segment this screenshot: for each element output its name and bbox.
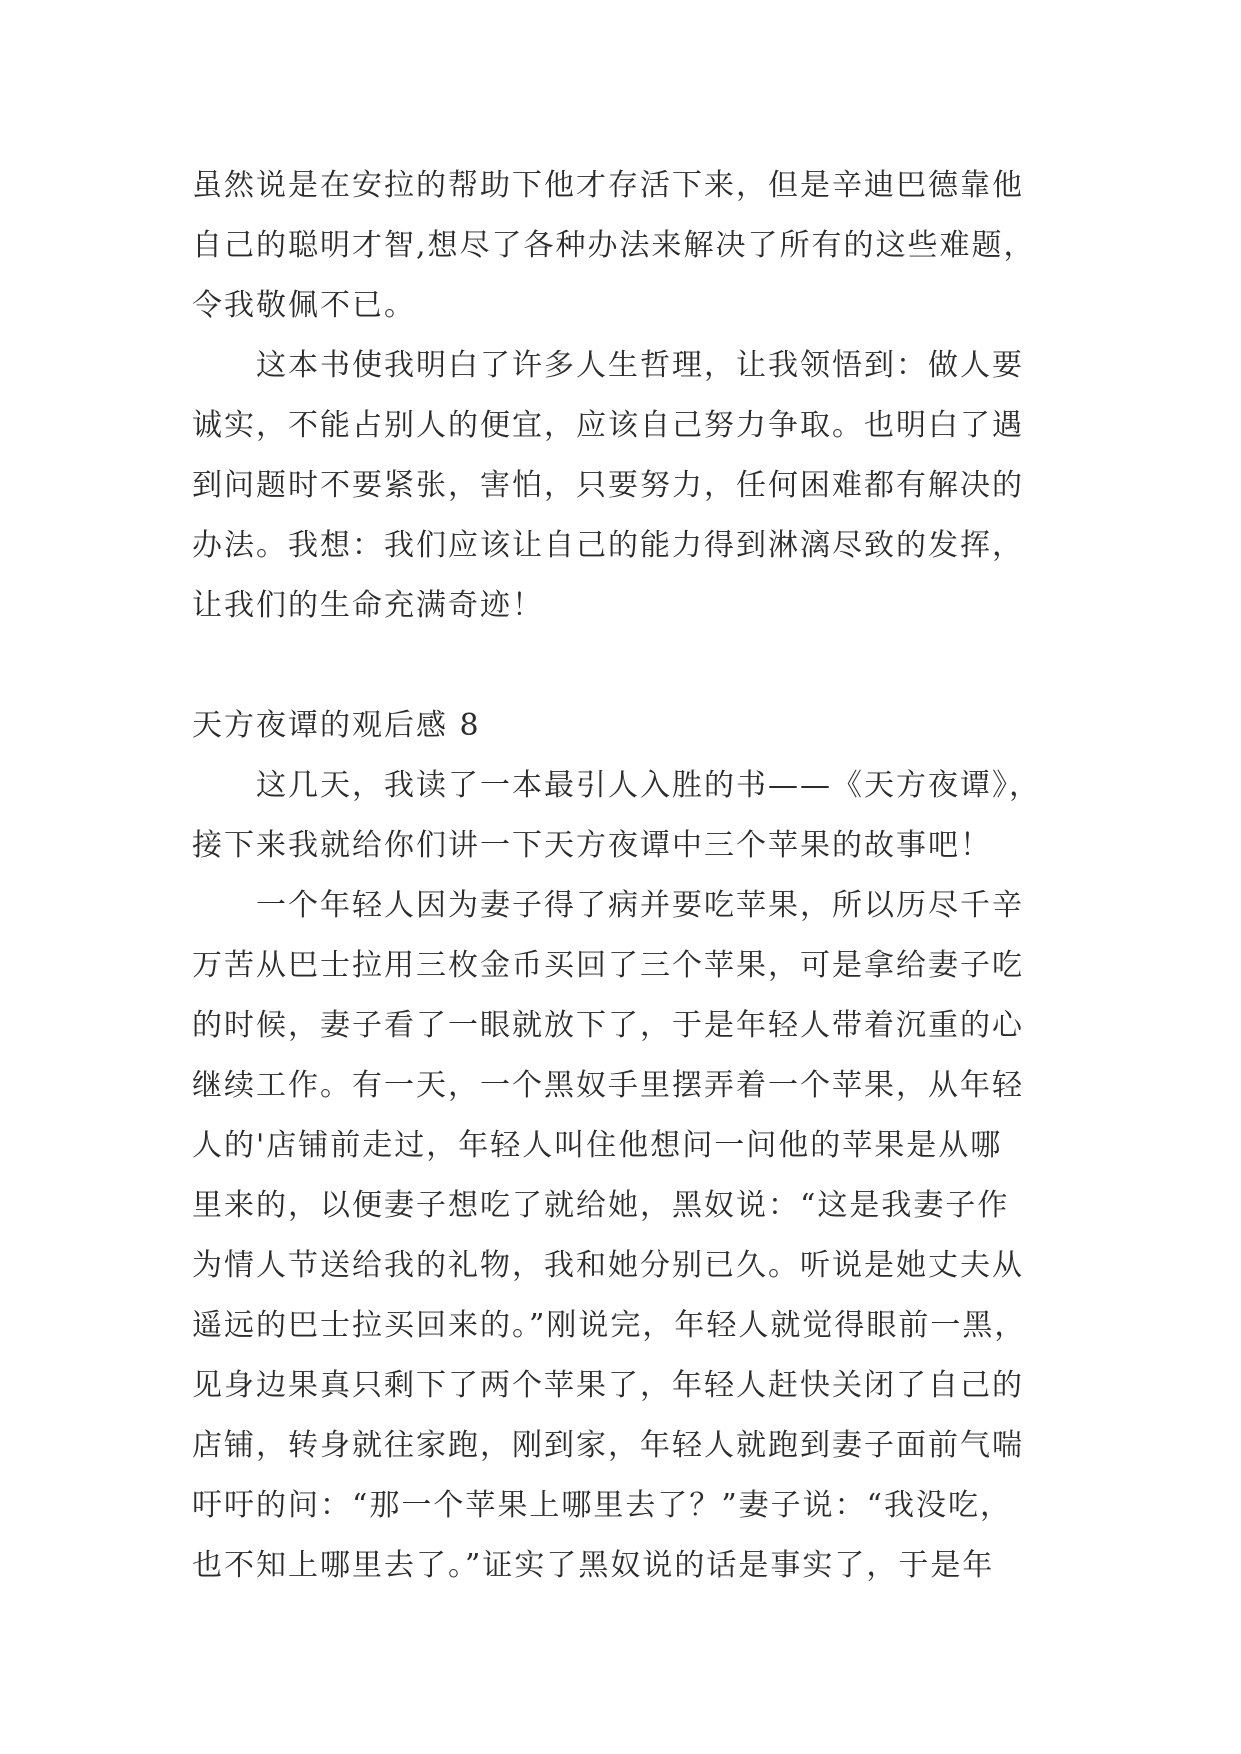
text-line: 为情人节送给我的礼物，我和她分别已久。听说是她丈夫从 — [192, 1248, 1024, 1283]
text-line: 这本书使我明白了许多人生哲理，让我领悟到：做人要 — [192, 348, 1024, 383]
text-line: 里来的，以便妻子想吃了就给她，黑奴说：“这是我妻子作 — [192, 1188, 1010, 1223]
text-line: 办法。我想：我们应该让自己的能力得到淋漓尽致的发挥， — [192, 528, 1024, 563]
text-line: 也不知上哪里去了。”证实了黑奴说的话是事实了，于是年 — [192, 1548, 995, 1583]
paragraph-block-top — [192, 156, 1092, 636]
text-line: 遥远的巴士拉买回来的。”刚说完，年轻人就觉得眼前一黑， — [192, 1308, 1027, 1343]
text-line: 令我敬佩不已。 — [192, 288, 416, 323]
text-line: 继续工作。有一天，一个黑奴手里摆弄着一个苹果，从年轻 — [192, 1068, 1024, 1103]
text-line: 接下来我就给你们讲一下天方夜谭中三个苹果的故事吧！ — [192, 828, 992, 863]
text-line: 到问题时不要紧张，害怕，只要努力，任何困难都有解决的 — [192, 468, 1024, 503]
text-line: 让我们的生命充满奇迹！ — [192, 588, 544, 623]
text-line: 人的'店铺前走过，年轻人叫住他想问一问他的苹果是从哪 — [192, 1128, 1003, 1163]
section-block — [192, 696, 1092, 1596]
text-line: 吁吁的问：“那一个苹果上哪里去了？”妻子说：“我没吃， — [192, 1488, 1013, 1523]
text-line: 自己的聪明才智,想尽了各种办法来解决了所有的这些难题， — [192, 228, 1036, 263]
text-line: 店铺，转身就往家跑，刚到家，年轻人就跑到妻子面前气喘 — [192, 1428, 1024, 1463]
text-line: 见身边果真只剩下了两个苹果了，年轻人赶快关闭了自己的 — [192, 1368, 1024, 1403]
text-line: 的时候，妻子看了一眼就放下了，于是年轻人带着沉重的心 — [192, 1008, 1024, 1043]
section-title: 天方夜谭的观后感 8 — [192, 708, 481, 743]
text-line: 虽然说是在安拉的帮助下他才存活下来，但是辛迪巴德靠他 — [192, 168, 1024, 203]
text-line: 诚实，不能占别人的便宜，应该自己努力争取。也明白了遇 — [192, 408, 1024, 443]
text-line: 这几天，我读了一本最引人入胜的书——《天方夜谭》， — [192, 768, 1041, 803]
text-line: 万苦从巴士拉用三枚金币买回了三个苹果，可是拿给妻子吃 — [192, 948, 1024, 983]
text-line: 一个年轻人因为妻子得了病并要吃苹果，所以历尽千辛 — [192, 888, 1024, 923]
